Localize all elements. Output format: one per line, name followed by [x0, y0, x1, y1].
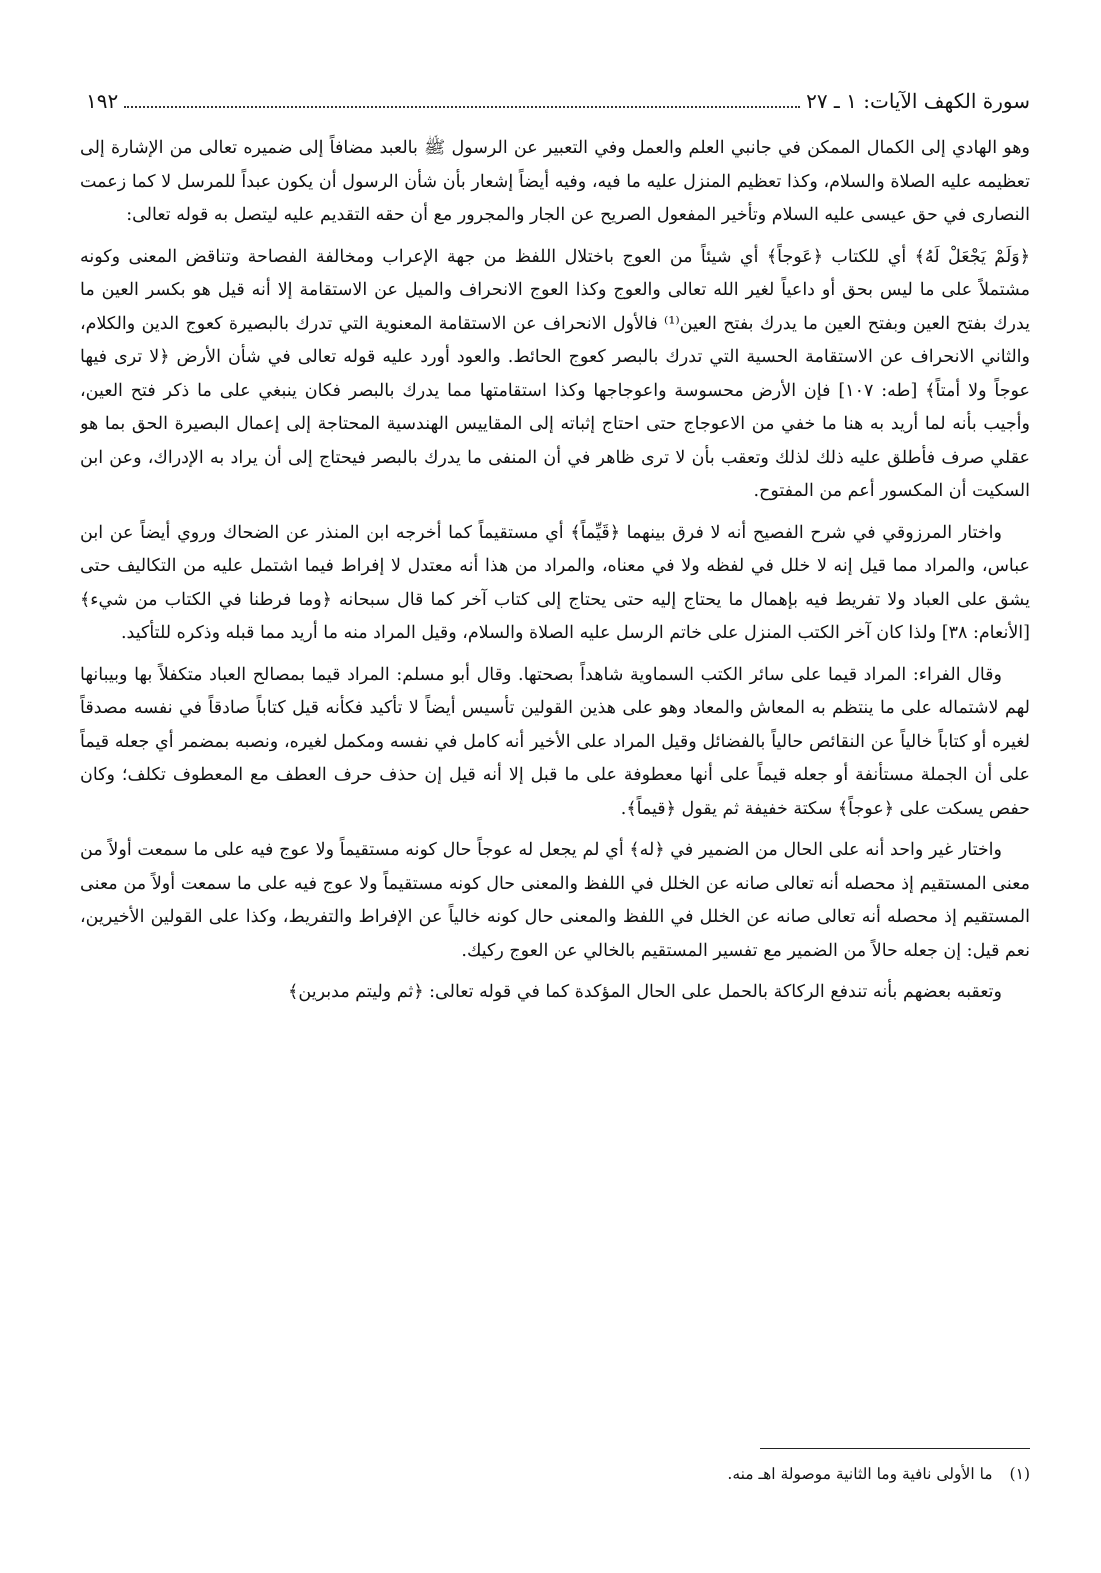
paragraph: واختار المرزوقي في شرح الفصيح أنه لا فرق بينهما ﴿قَيِّماً﴾ أي مستقيماً كما أخرجه ابن المنذر عن الضحاك وروي أيضاً عن ابن عباس، والمراد مما قيل إنه لا خلل في لفظه ولا في معناه، والمراد من هذا أنه معتدل لا إفراط فيما اشتمل عليه من التكاليف حتى يشق على العباد ولا تفريط فيه بإهمال ما يحتاج إليه حتى يحتاج إلى كتاب آخر كما قال سبحانه ﴿وما فرطنا في الكتاب من شيء﴾ [الأنعام: ٣٨] ولذا كان آخر الكتب المنزل على خاتم الرسل عليه الصلاة والسلام، وقيل المراد منه ما أريد مما قبله وذكره للتأكيد.: [80, 522, 1030, 643]
running-header: [80, 86, 1030, 116]
paragraph: وقال الفراء: المراد قيما على سائر الكتب السماوية شاهداً بصحتها. وقال أبو مسلم: المراد قيما بمصالح العباد متكفلاً بها وبيبانها لهم لاشتماله على ما ينتظم به المعاش والمعاد وهو على هذين القولين تأسيس أيضاً لا تأكيد فكأنه قيل كتاباً صادقاً في نفسه مصدقاً لغيره أو كتاباً خالياً عن النقائص حالياً بالفضائل وقيل المراد على الأخير أنه كامل في نفسه ومكمل لغيره، ونصبه بمضمر أي جعله قيماً على أن الجملة مستأنفة أو جعله قيماً على أنها معطوفة على ما قبل إلا أنه قيل إن حذف حرف العطف مع المعطوف تكلف؛ وكان حفص يسكت على ﴿عوجاً﴾ سكتة خفيفة ثم يقول ﴿قيماً﴾.: [80, 664, 1030, 819]
leader-dots: [124, 105, 800, 108]
page-number: ١٩٢: [86, 89, 119, 113]
footnote: [80, 1460, 1030, 1488]
footnote-text: ما الأولى نافية وما الثانية موصولة اهـ منه.: [727, 1465, 993, 1483]
paragraph: وتعقبه بعضهم بأنه تندفع الركاكة بالحمل على الحال المؤكدة كما في قوله تعالى: ﴿ثم وليتم مدبرين﴾: [288, 982, 1002, 1002]
main-text: [80, 132, 1030, 1010]
paragraph: وهو الهادي إلى الكمال الممكن في جانبي العلم والعمل وفي التعبير عن الرسول ﷺ بالعبد مضافاً إلى ضميره تعالى من الإشارة إلى تعظيمه عليه الصلاة والسلام، وكذا تعظيم المنزل عليه ما فيه، وفيه أيضاً إشعار بأن شأن الرسول أن يكون عبداً للمرسل لا كما زعمت النصارى في حق عيسى عليه السلام وتأخير المفعول الصريح عن الجار والمجرور مع أن حقه التقديم عليه ليتصل به قوله تعالى:: [80, 138, 1030, 225]
book-page: [80, 86, 1030, 1526]
paragraph: ﴿وَلَمْ يَجْعَلْ لَهُ﴾ أي للكتاب ﴿عَوجاً﴾ أي شيئاً من العوج باختلال اللفظ من جهة الإعراب ومخالفة الفصاحة وتناقض المعنى وكونه مشتملاً على ما ليس بحق أو داعياً لغير الله تعالى والعوج وكذا العوج الانحراف والميل عن الاستقامة إلا أنه قيل هو بكسر العين ما يدرك بفتح العين وبفتح العين ما يدرك بفتح العين⁽¹⁾ فالأول الانحراف عن الاستقامة المعنوية التي تدرك بالبصيرة كعوج الدين والكلام، والثاني الانحراف عن الاستقامة الحسية التي تدرك بالبصر كعوج الحائط. والعود أورد عليه قوله تعالى في شأن الأرض ﴿لا ترى فيها عوجاً ولا أمتاً﴾ [طه: ١٠٧] فإن الأرض محسوسة واعوجاجها وكذا استقامتها مما يدرك بالبصر فكان ينبغي على ما ذكر فتح العين، وأجيب بأنه لما أريد به هنا ما خفي من الاعوجاج حتى احتاج إثباته إلى المقاييس الهندسية المحتاجة إلى إعمال البصيرة الحق بما هو عقلي صرف فأطلق عليه ذلك لذلك وتعقب بأن لا ترى ظاهر في أن المنفى ما يدرك بالبصر فيحتاج إلى أن يراد به الإدراك، وعن ابن السكيت أن المكسور أعم من المفتوح.: [80, 246, 1030, 501]
paragraph: واختار غير واحد أنه على الحال من الضمير في ﴿له﴾ أي لم يجعل له عوجاً حال كونه مستقيماً ولا عوج فيه على ما سمعت أولاً من معنى المستقيم إذ محصله أنه تعالى صانه عن الخلل في اللفظ والمعنى حال كونه مستقيماً ولا عوج فيه على ما سمعت أولاً من معنى المستقيم إذ محصله أنه تعالى صانه عن الخلل في اللفظ والمعنى حال كونه خالياً عن الإفراط والتفريط، وكذا على القولين الأخيرين، نعم قيل: إن جعله حالاً من الضمير مع تفسير المستقيم بالخالي عن العوج ركيك.: [80, 840, 1030, 961]
surah-title: سورة الكهف الآيات: ١ ـ ٢٧: [806, 89, 1030, 113]
footnote-separator: [760, 1448, 1030, 1449]
footnote-number: (١): [1009, 1465, 1030, 1483]
